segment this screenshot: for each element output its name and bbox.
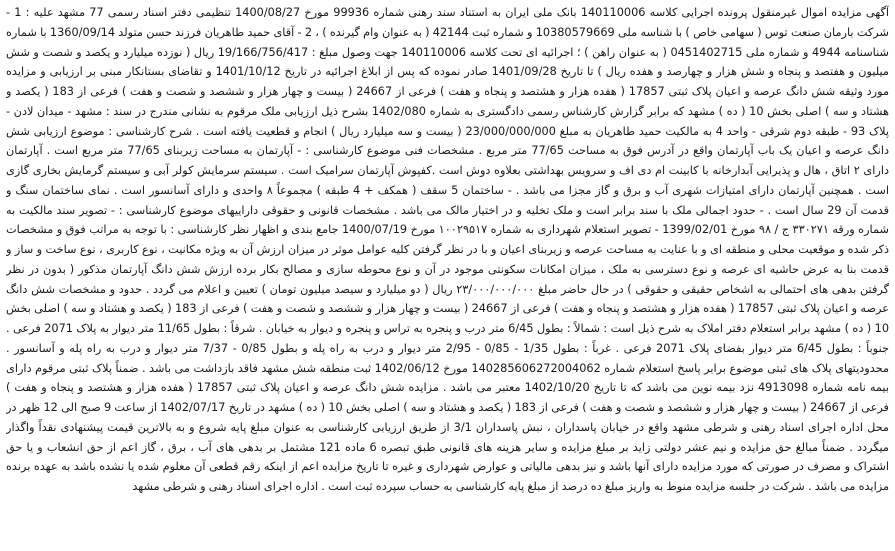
auction-notice [6, 3, 889, 548]
notice-body-text: آگهی مزایده اموال غیرمنقول پرونده اجرایی کلاسه 140110006 بانک ملی ایران به استناد سند رهنی شماره 99936 مورخ 1400/08/27 تنظیمی دفتر اسناد رسمی 77 مشهد علیه : 1 - شرکت بارمان صنعت توس ( سهامی خاص ) با شناسه ملی 10380579669 و شماره ثبت 42144 ( به عنوان وام گیرنده ) ، 2 - آقای حمید طاهریان فرزند حسن متولد 1360/09/14 با شماره شناسنامه 4944 و شماره ملی 0451402715 ( به عنوان راهن ) ؛ اجرائیه ای تحت کلاسه 140110006 جهت وصول مبلغ : 19/166/756/417 ریال ( نوزده میلیارد و یکصد و شصت و شش میلیون و هفتصد و پنجاه و شش هزار و چهارصد و هفده ریال ) تا تاریخ 1401/09/28 صادر نموده که پس از ابلاغ اجرائیه در تاریخ 1401/10/12 و تقاضای بستانکار مبنی بر ارزیابی و مزایده مورد وثیقه شش دانگ عرصه و اعیان پلاک ثبتی 17857 ( هفده هزار و هشتصد و پنجاه و هفت ) فرعی از 24667 ( بیست و چهار هزار و ششصد و شصت و هفت ) فرعی از 183 ( یکصد و هشتاد و سه ) اصلی بخش 10 ( ده ) مشهد که برابر گزارش کارشناس رسمی دادگستری به شماره 1402/080 بشرح ذیل ارزیابی ملک مرقوم به نشانی مندرج در سند : مشهد - میدان لادن - پلاک 93 - طبقه دوم شرقی - واحد 4 به مالکیت حمید طاهریان به مبلغ 23/000/000/000 ( بیست و سه میلیارد ریال ) انجام و قطعیت یافته است . شرح کارشناسی : موضوع ارزیابی شش دانگ عرصه و اعیان یک باب آپارتمان واقع در آدرس فوق به مساحت 77/65 متر مربع . مشخصات فنی موضوع کارشناسی : - آپارتمان به مساحت زیربنای 77/65 متر مربع است . آپارتمان دارای ۲ اتاق ، هال و پذیرایی آبدارخانه با کابینت ام دی اف و سرویس بهداشتی بعلاوه دوش است .کفپوش آپارتمان سرامیک است . سیستم سرمایش کولر آبی و سیستم گرمایش بخاری گازی است . همچنین آپارتمان دارای امتیازات شهری آب و برق و گاز مجزا می باشد . - ساختمان 5 سقف ( همکف + 4 طبقه ) مجموعاً ۸ واحدی و دارای آسانسور است . نمای ساختمان سنگ و قدمت آن 29 سال است . - حدود اجمالی ملک با سند برابر است و ملک تخلیه و در اختیار مالک می باشد . مشخصات قانونی و حقوقی داراییهای موضوع کارشناسی : - تصویر سند مالکیت به شماره ورقه ۳۳۰۲۷۱ ج / ۹۸ مورخ 1399/02/01 - تصویر استعلام شهرداری به شماره ۱۰۰۲۹۵۱۷ مورخ 1400/07/19 جامع بندی و اظهار نظر کارشناسی : با توجه به مراتب فوق و مشخصات ذکر شده و موقعیت محلی و منطقه ای و با عنایت به مساحت عرصه و زیربنای اعیان و با در نظر گرفتن کلیه عوامل موثر در میزان ارزش آن به ویژه مکانیت ، نوع کاربری ، نوع ساخت و ساز و قدمت بنا به عرض حاشیه ای عرصه و نوع دسترسی به ملک ، میزان امکانات سکونتی موجود در آن و نوع محوطه سازی و مصالح بکار برده ارزش شش دانگ آپارتمان مذکور ( بدون در نظر گرفتن بدهی های احتمالی به اشخاص حقیقی و حقوقی ) در حال حاضر مبلغ ۲۳/۰۰۰/۰۰۰/۰۰۰ ریال ( دو میلیارد و سیصد میلیون تومان ) تعیین و اعلام می گردد . حدود و مشخصات شش دانگ عرصه و اعیان پلاک ثبتی 17857 ( هفده هزار و هشتصد و پنجاه و هفت ) فرعی از 24667 ( بیست و چهار هزار و ششصد و شصت و هفت ) فرعی از 183 ( یکصد و هشتاد و سه ) اصلی بخش 10 ( ده ) مشهد برابر استعلام دفتر املاک به شرح ذیل است : شمالاً : بطول 6/45 متر درب و پنجره به تراس و پنجره و دیوار به خیابان . شرقاً : بطول 11/65 متر دیوار به پلاک 2071 فرعی . جنوباً : بطول 6/45 متر دیوار بفضای پلاک 2071 فرعی . غرباً : بطول 1/35 - 0/85 - 2/95 متر دیوار و درب به راه پله و بطول 0/85 - 7/37 متر دیوار و درب به راه پله و آسانسور . محدودیتهای پلاک های ثبتی موضوع برابر پاسخ استعلام شماره 140285606272004062 مورخ 1402/06/12 ثبت منطقه شش مشهد فاقد بازداشت می باشد . ضمناً پلاک ثبتی مرقوم دارای بیمه نامه شماره 4913098 نزد بیمه نوین می باشد که تا تاریخ 1402/10/20 معتبر می باشد . مزایده شش دانگ عرصه و اعیان پلاک ثبتی 17857 ( هفده هزار و هشتصد و پنجاه و هفت ) فرعی از 24667 ( بیست و چهار هزار و ششصد و شصت و هفت ) فرعی از 183 ( یکصد و هشتاد و سه ) اصلی بخش 10 ( ده ) مشهد در تاریخ 1402/07/17 از ساعت 9 صبح الی 12 ظهر در محل اداره اجرای اسناد رهنی و شرطی مشهد واقع در خیابان پاسداران ، نبش پاسداران 3/1 از طریق ارزیابی کارشناسی به عنوان مبلغ پایه شروع و به بالاترین قیمت پیشنهادی نقداً واگذار میگردد . ضمناً مبالغ حق مزایده و نیم عشر دولتی زاید بر مبلغ مزایده و سایر هزینه های قانونی طبق تبصره 6 ماده 121 مشتمل بر بدهی های آب ، برق ، گاز اعم از حق انشعاب و یا حق اشتراک و مصرف در صورتی که مورد مزایده دارای آنها باشد و نیز بدهی مالیاتی و عوارض شهرداری و غیره تا تاریخ مزایده اعم از اینکه رقم قطعی آن معلوم شده یا نشده باشد به عهده برنده مزایده می باشد . شرکت در جلسه مزایده منوط به واریز مبلغ ده درصد از مبلغ پایه کارشناسی به حساب سپرده ثبت است . اداره اجرای اسناد رهنی و شرطی مشهد [6, 6, 889, 493]
